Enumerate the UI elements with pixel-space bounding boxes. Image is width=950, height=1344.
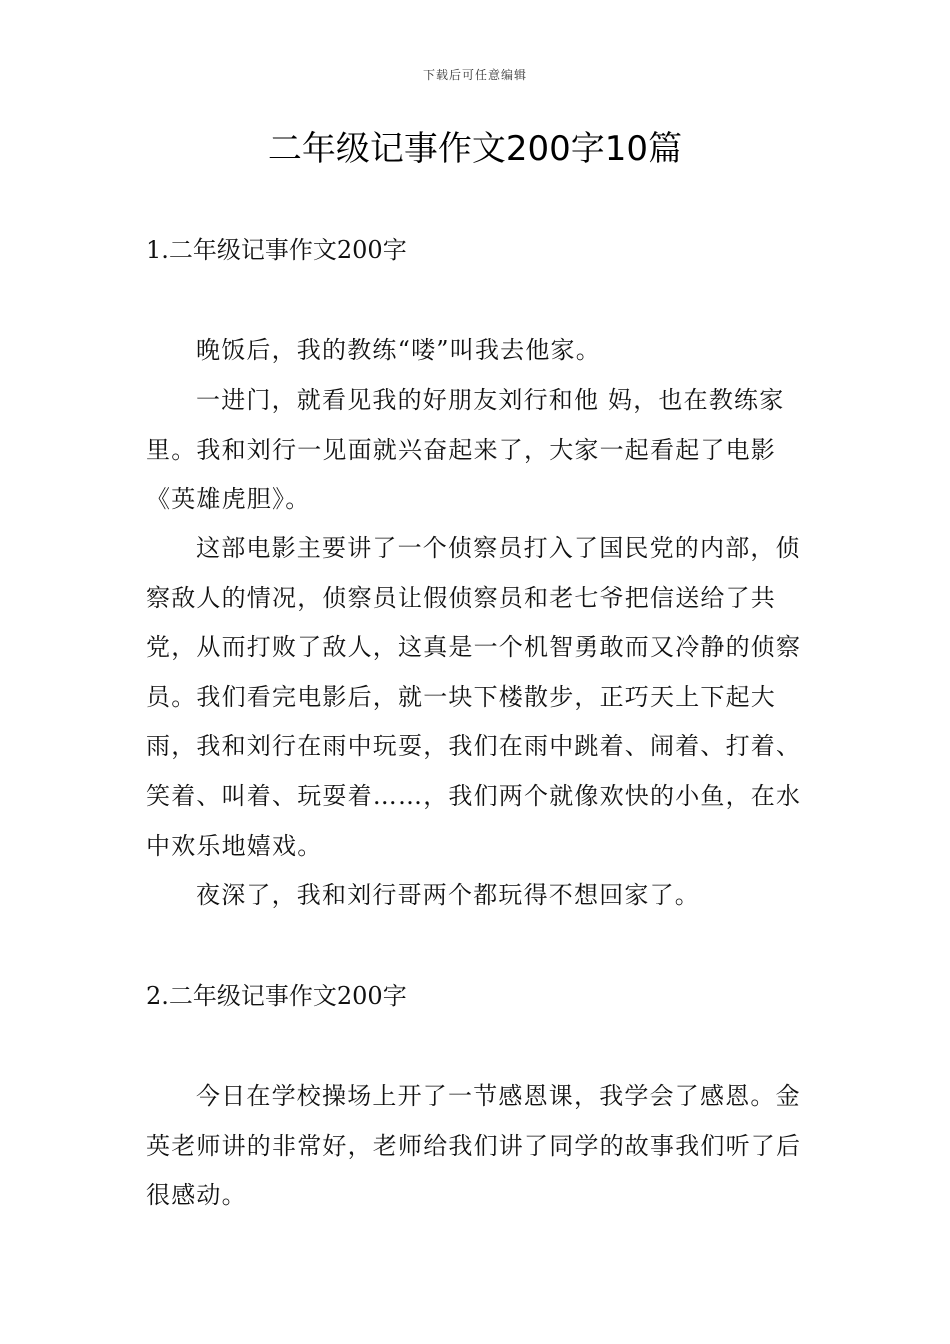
section-1-heading: 1.二年级记事作文200字 bbox=[146, 236, 407, 264]
page-header-note: 下载后可任意编辑 bbox=[422, 68, 527, 82]
section-1-paragraph-1: 晚饭后，我的教练“喽”叫我去他家。 bbox=[196, 336, 601, 364]
section-1-paragraph-4: 夜深了，我和刘行哥两个都玩得不想回家了。 bbox=[196, 881, 700, 909]
section-2-heading: 2.二年级记事作文200字 bbox=[146, 982, 407, 1010]
section-1-paragraph-3: 这部电影主要讲了一个侦察员打入了国民党的内部，侦察敌人的情况，侦察员让假侦察员和老七爷把信送给了共党，从而打败了敌人，这真是一个机智勇敢而又冷静的侦察员。我们看完电影后，就一块下楼散步，正巧天上下起大雨，我和刘行在雨中玩耍，我们在雨中跳着、闹着、打着、笑着、叫着、玩耍着……，我们两个就像欢快的小鱼，在水中欢乐地嬉戏。 bbox=[146, 534, 802, 860]
document-title: 二年级记事作文200字10篇 bbox=[267, 129, 683, 169]
section-1-paragraph-2: 一进门，就看见我的好朋友刘行和他 妈，也在教练家里。我和刘行一见面就兴奋起来了，大家一起看起了电影《英雄虎胆》。 bbox=[146, 386, 785, 514]
section-2-paragraph-1: 今日在学校操场上开了一节感恩课，我学会了感恩。金英老师讲的非常好，老师给我们讲了同学的故事我们听了后很感动。 bbox=[146, 1082, 802, 1210]
